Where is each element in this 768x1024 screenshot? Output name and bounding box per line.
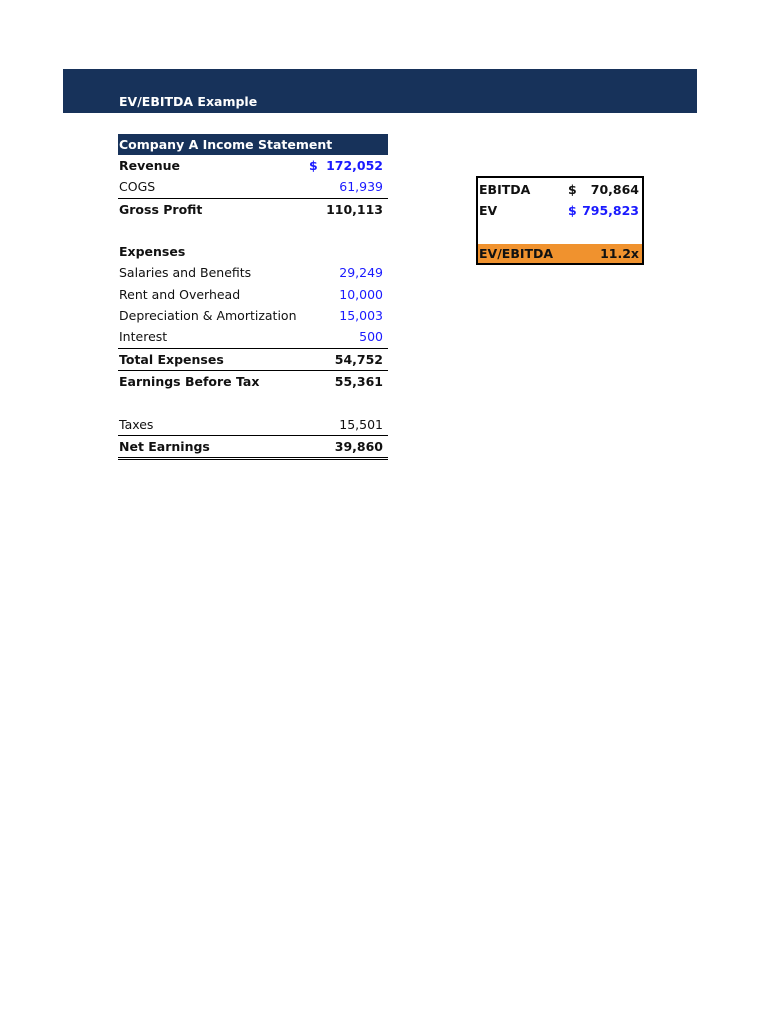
page-title: EV/EBITDA Example (119, 94, 258, 109)
interest-value: 500 (359, 329, 383, 345)
expenses-header-row (118, 241, 388, 262)
spacer (118, 220, 388, 241)
revenue-row (118, 155, 388, 176)
depreciation-label: Depreciation & Amortization (119, 308, 297, 324)
total-expenses-label: Total Expenses (119, 351, 224, 367)
revenue-currency-symbol: $ (309, 158, 318, 173)
ev-currency-symbol: $ (568, 203, 577, 218)
depreciation-row (118, 305, 388, 326)
title-bar (63, 69, 697, 113)
net-earnings-value: 39,860 (334, 438, 383, 454)
ev-label: EV (479, 203, 498, 218)
ebt-row (118, 370, 388, 392)
interest-row (118, 326, 388, 347)
total-expenses-row (118, 348, 388, 370)
taxes-value: 15,501 (339, 416, 383, 432)
salaries-label: Salaries and Benefits (119, 265, 252, 281)
net-earnings-label: Net Earnings (119, 438, 210, 454)
ebitda-row (478, 179, 642, 200)
revenue-value: 172,052 (326, 158, 383, 173)
taxes-row (118, 414, 388, 435)
ev-ebitda-label: EV/EBITDA (479, 246, 554, 261)
expenses-header: Expenses (119, 244, 186, 260)
valuation-box (476, 176, 644, 265)
gross-profit-row (118, 198, 388, 220)
ev-ebitda-value: 11.2x (600, 246, 639, 261)
interest-label: Interest (119, 329, 168, 345)
ev-value: 795,823 (582, 203, 639, 218)
income-statement-table (118, 134, 388, 460)
ebt-label: Earnings Before Tax (119, 373, 260, 389)
ev-ebitda-row (478, 244, 642, 263)
net-earnings-row (118, 435, 388, 460)
salaries-value: 29,249 (339, 265, 383, 281)
ebitda-value: 70,864 (590, 182, 639, 197)
cogs-value: 61,939 (339, 179, 383, 195)
rent-value: 10,000 (339, 286, 383, 302)
income-statement-header: Company A Income Statement (118, 134, 388, 155)
total-expenses-value: 54,752 (334, 351, 383, 367)
ev-row (478, 200, 642, 221)
salaries-row (118, 262, 388, 283)
ebt-value: 55,361 (334, 373, 383, 389)
depreciation-value: 15,003 (339, 308, 383, 324)
gross-profit-label: Gross Profit (119, 201, 203, 217)
ebitda-currency-symbol: $ (568, 182, 577, 197)
ebitda-label: EBITDA (479, 182, 531, 197)
revenue-label: Revenue (119, 158, 181, 173)
cogs-label: COGS (119, 179, 156, 195)
rent-row (118, 284, 388, 305)
gross-profit-value: 110,113 (326, 201, 383, 217)
taxes-label: Taxes (119, 416, 154, 432)
spacer (118, 392, 388, 413)
rent-label: Rent and Overhead (119, 286, 241, 302)
cogs-row (118, 176, 388, 197)
